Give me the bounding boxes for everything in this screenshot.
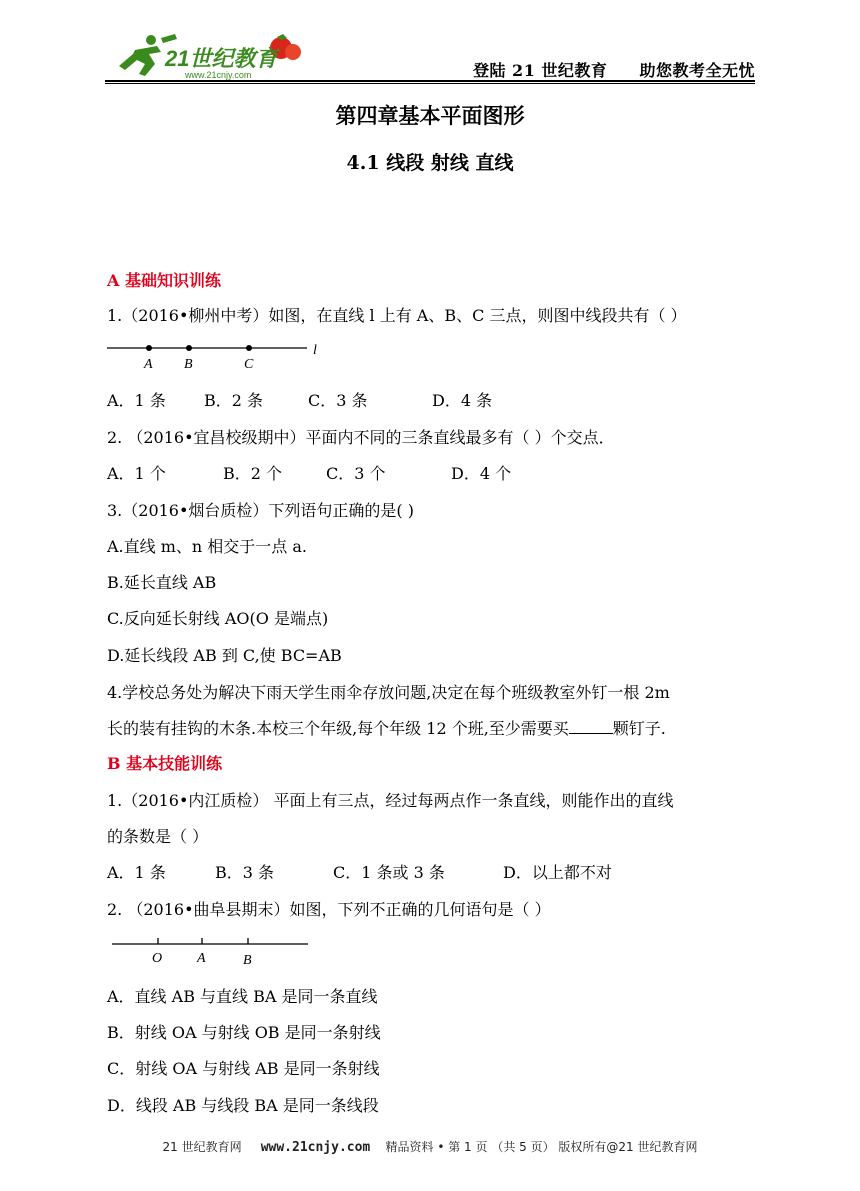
- slogan-left: 登陆 21 世纪教育: [472, 61, 608, 80]
- logo-text: 21世纪教育: [165, 46, 278, 71]
- option: B．2 条: [204, 391, 264, 410]
- footer-url[interactable]: www.21cnjy.com: [260, 1140, 371, 1155]
- point-label-b: B: [243, 953, 252, 968]
- logo-21cnjy: [105, 30, 305, 82]
- question-b1-line1: 1.（2016•内江质检） 平面上有三点，经过每两点作一条直线，则能作出的直线: [107, 791, 674, 810]
- option: B．2 个: [223, 464, 283, 483]
- question-a4-tail: 颗钉子.: [612, 719, 666, 738]
- point-label-a: A: [144, 357, 153, 372]
- question-a2-stem: 2. （2016•宜昌校级期中）平面内不同的三条直线最多有（ ）个交点．: [107, 428, 615, 447]
- footer-info: 精品资料 • 第 1 页 （共 5 页） 版权所有@21 世纪教育网: [385, 1140, 698, 1154]
- question-a4-line2: [107, 716, 666, 739]
- option: A．1 条: [107, 391, 166, 410]
- section-a-heading: A 基础知识训练: [107, 271, 221, 290]
- option: D．4 个: [451, 464, 512, 483]
- point-label-c: C: [244, 357, 254, 372]
- line-label-l: l: [313, 343, 317, 358]
- point-label-a: A: [197, 951, 206, 966]
- ray-oab-diagram: [112, 934, 322, 968]
- footer-site: 21 世纪教育网: [162, 1140, 242, 1154]
- section-b-heading: B 基本技能训练: [107, 754, 223, 773]
- question-b2-option-c: C．射线 OA 与射线 AB 是同一条射线: [107, 1059, 380, 1078]
- header-divider: [105, 80, 755, 82]
- question-a1-stem: 1.（2016•柳州中考）如图，在直线 l 上有 A、B、C 三点，则图中线段共有（ ）: [107, 306, 687, 325]
- question-a4-text: 长的装有挂钩的木条.本校三个年级,每个年级 12 个班,至少需要买: [107, 719, 569, 738]
- option: B．3 条: [215, 863, 275, 882]
- question-a3-option-d: D.延长线段 AB 到 C,使 BC=AB: [107, 646, 342, 665]
- question-b2-option-b: B．射线 OA 与射线 OB 是同一条射线: [107, 1023, 381, 1042]
- question-a1-options: [107, 388, 492, 411]
- question-a2-options: [107, 461, 511, 484]
- page-footer: [0, 1138, 860, 1155]
- question-b1-line2: 的条数是（ ）: [107, 827, 209, 846]
- option: C．3 个: [326, 464, 386, 483]
- option: A．1 个: [107, 464, 166, 483]
- question-a3-option-b: B.延长直线 AB: [107, 573, 217, 592]
- option: C．1 条或 3 条: [333, 863, 445, 882]
- answer-blank: [569, 719, 613, 734]
- question-a4-line1: 4.学校总务处为解决下雨天学生雨伞存放问题,决定在每个班级教室外钉一根 2m: [107, 683, 670, 702]
- question-b2-option-d: D．线段 AB 与线段 BA 是同一条线段: [107, 1096, 379, 1115]
- question-b2-stem: 2. （2016•曲阜县期末）如图，下列不正确的几何语句是（ ）: [107, 900, 551, 919]
- point-label-b: B: [184, 357, 193, 372]
- slogan-right: 助您教考全无忧: [639, 61, 755, 80]
- option: C．3 条: [308, 391, 368, 410]
- section-title: 4.1 线段 射线 直线: [346, 152, 514, 174]
- option: A．1 条: [107, 863, 166, 882]
- option: D．4 条: [432, 391, 493, 410]
- option: D．以上都不对: [503, 863, 612, 882]
- logo-url: www.21cnjy.com: [185, 70, 252, 80]
- header-divider-thin: [105, 83, 755, 84]
- question-a3-option-a: A.直线 m、n 相交于一点 a.: [107, 537, 308, 556]
- question-a3-stem: 3.（2016•烟台质检）下列语句正确的是( ): [107, 501, 414, 520]
- chapter-title: 第四章基本平面图形: [335, 103, 525, 128]
- header-slogan: [447, 58, 755, 81]
- line-l-diagram: [107, 336, 337, 372]
- point-label-o: O: [152, 951, 163, 966]
- page-header: [105, 30, 755, 82]
- question-b2-option-a: A．直线 AB 与直线 BA 是同一条直线: [107, 987, 378, 1006]
- question-a3-option-c: C.反向延长射线 AO(O 是端点): [107, 609, 329, 628]
- question-b1-options: [107, 860, 612, 883]
